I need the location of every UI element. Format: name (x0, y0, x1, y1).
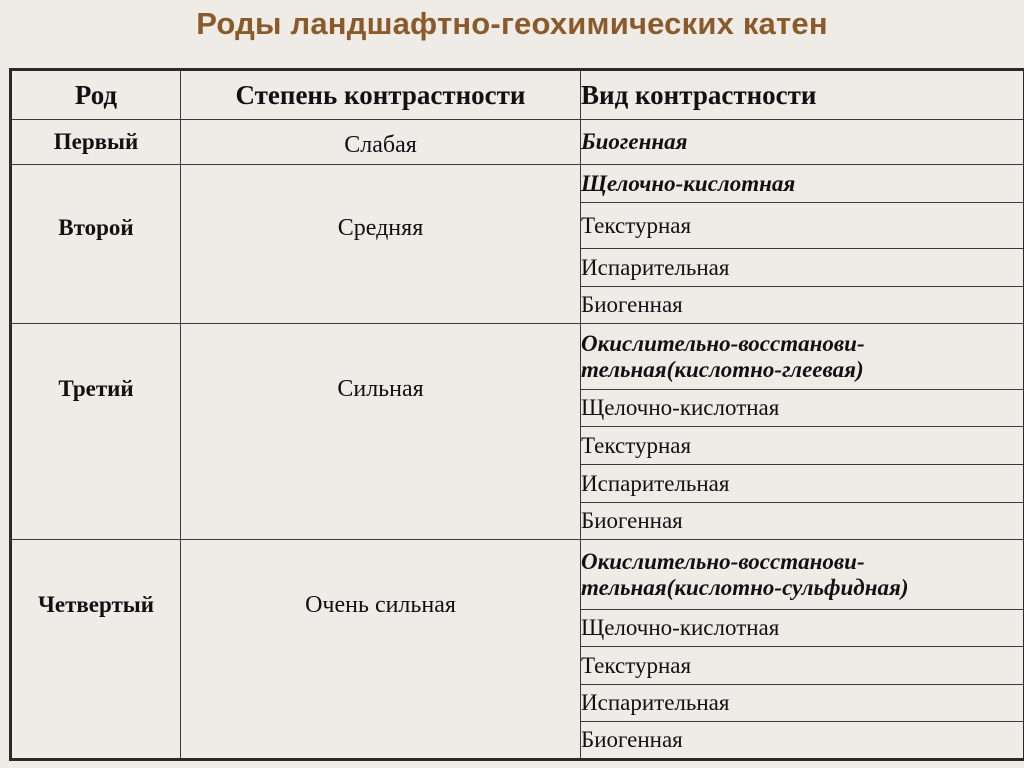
contrast-type-cell: Текстурная (581, 427, 1024, 465)
page-title: Роды ландшафтно-геохимических катен (196, 6, 828, 41)
table-row (11, 120, 1024, 165)
contrast-type-cell: Текстурная (581, 647, 1024, 685)
contrast-type-cell: Щелочно-кислотная (581, 165, 1024, 203)
degree-cell: Средняя (181, 165, 581, 324)
header-degree: Степень контрастности (181, 70, 581, 120)
contrast-type-cell: Испарительная (581, 685, 1024, 722)
contrast-type-cell: Щелочно-кислотная (581, 610, 1024, 647)
table-row (11, 324, 1024, 390)
degree-cell: Слабая (181, 120, 581, 165)
table-row (11, 540, 1024, 610)
contrast-type-cell: Испарительная (581, 249, 1024, 287)
degree-cell: Очень сильная (181, 540, 581, 760)
contrast-type-cell: Окислительно-восстанови- тельная(кислотно-глеевая) (581, 324, 1024, 390)
contrast-type-cell: Биогенная (581, 287, 1024, 324)
degree-cell: Сильная (181, 324, 581, 540)
rod-cell: Второй (11, 165, 181, 324)
rod-cell: Первый (11, 120, 181, 165)
contrast-type-cell: Испарительная (581, 465, 1024, 503)
contrast-type-cell: Биогенная (581, 120, 1024, 165)
contrast-type-cell: Биогенная (581, 503, 1024, 540)
header-type: Вид контрастности (581, 70, 1024, 120)
header-rod: Род (11, 70, 181, 120)
header-row (11, 70, 1024, 120)
rod-cell: Четвертый (11, 540, 181, 760)
contrast-type-cell: Щелочно-кислотная (581, 390, 1024, 427)
contrast-type-cell: Биогенная (581, 722, 1024, 760)
rod-cell: Третий (11, 324, 181, 540)
table-row (11, 165, 1024, 203)
catena-table (9, 68, 1024, 761)
contrast-type-cell: Текстурная (581, 203, 1024, 249)
contrast-type-cell: Окислительно-восстанови- тельная(кислотно-сульфидная) (581, 540, 1024, 610)
